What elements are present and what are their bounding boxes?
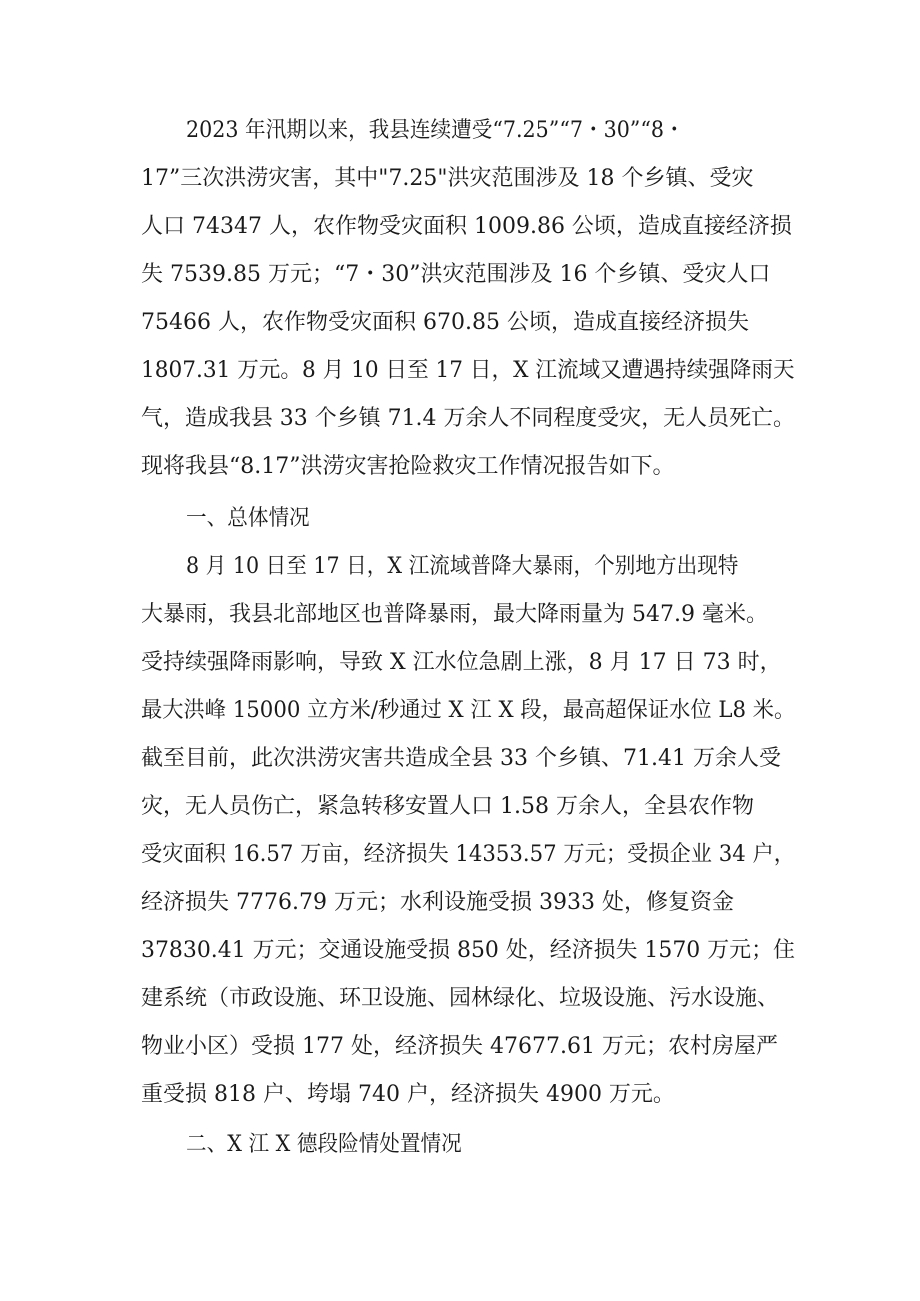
overview-line-12: 重受损 818 户、垮塌 740 户，经济损失 4900 万元。	[141, 1082, 675, 1107]
intro-line-4: 失 7539.85 万元；“7・30”洪灾范围涉及 16 个乡镇、受灾人口	[141, 262, 771, 287]
overview-line-2: 大暴雨，我县北部地区也普降暴雨，最大降雨量为 547.9 毫米。	[141, 602, 768, 627]
intro-line-5: 75466 人，农作物受灾面积 670.85 公顷，造成直接经济损失	[141, 310, 749, 335]
overview-line-3: 受持续强降雨影响，导致 X 江水位急剧上涨，8 月 17 日 73 时，	[141, 650, 782, 675]
overview-line-6: 灾，无人员伤亡，紧急转移安置人口 1.58 万余人，全县农作物	[141, 794, 754, 819]
intro-line-8: 现将我县“8.17”洪涝灾害抢险救灾工作情况报告如下。	[141, 454, 675, 479]
intro-line-3: 人口 74347 人，农作物受灾面积 1009.86 公顷，造成直接经济损	[141, 214, 792, 239]
section-heading-xjiang: 二、X 江 X 德段险情处置情况	[186, 1132, 462, 1157]
intro-line-6: 1807.31 万元。8 月 10 日至 17 日，X 江流域又遭遇持续强降雨天	[141, 358, 795, 383]
overview-line-9: 37830.41 万元；交通设施受损 850 处，经济损失 1570 万元；住	[141, 938, 795, 963]
section-heading-overview: 一、总体情况	[186, 506, 310, 531]
overview-line-10: 建系统（市政设施、环卫设施、园林绿化、垃圾设施、污水设施、	[141, 986, 780, 1011]
overview-line-5: 截至目前，此次洪涝灾害共造成全县 33 个乡镇、71.41 万余人受	[141, 746, 781, 771]
intro-line-2: 17”三次洪涝灾害，其中"7.25"洪灾范围涉及 18 个乡镇、受灾	[141, 166, 754, 191]
intro-line-1: 2023 年汛期以来，我县连续遭受“7.25”“7・30”“8・	[186, 118, 685, 143]
overview-line-7: 受灾面积 16.57 万亩，经济损失 14353.57 万元；受损企业 34 户，	[141, 842, 795, 867]
overview-line-1: 8 月 10 日至 17 日，X 江流域普降大暴雨，个别地方出现特	[186, 554, 739, 579]
overview-line-4: 最大洪峰 15000 立方米/秒通过 X 江 X 段，最高超保证水位 L8 米。	[141, 698, 796, 723]
intro-line-7: 气，造成我县 33 个乡镇 71.4 万余人不同程度受灾，无人员死亡。	[141, 406, 795, 431]
overview-line-11: 物业小区）受损 177 处，经济损失 47677.61 万元；农村房屋严	[141, 1034, 778, 1059]
overview-line-8: 经济损失 7776.79 万元；水利设施受损 3933 处，修复资金	[141, 890, 734, 915]
